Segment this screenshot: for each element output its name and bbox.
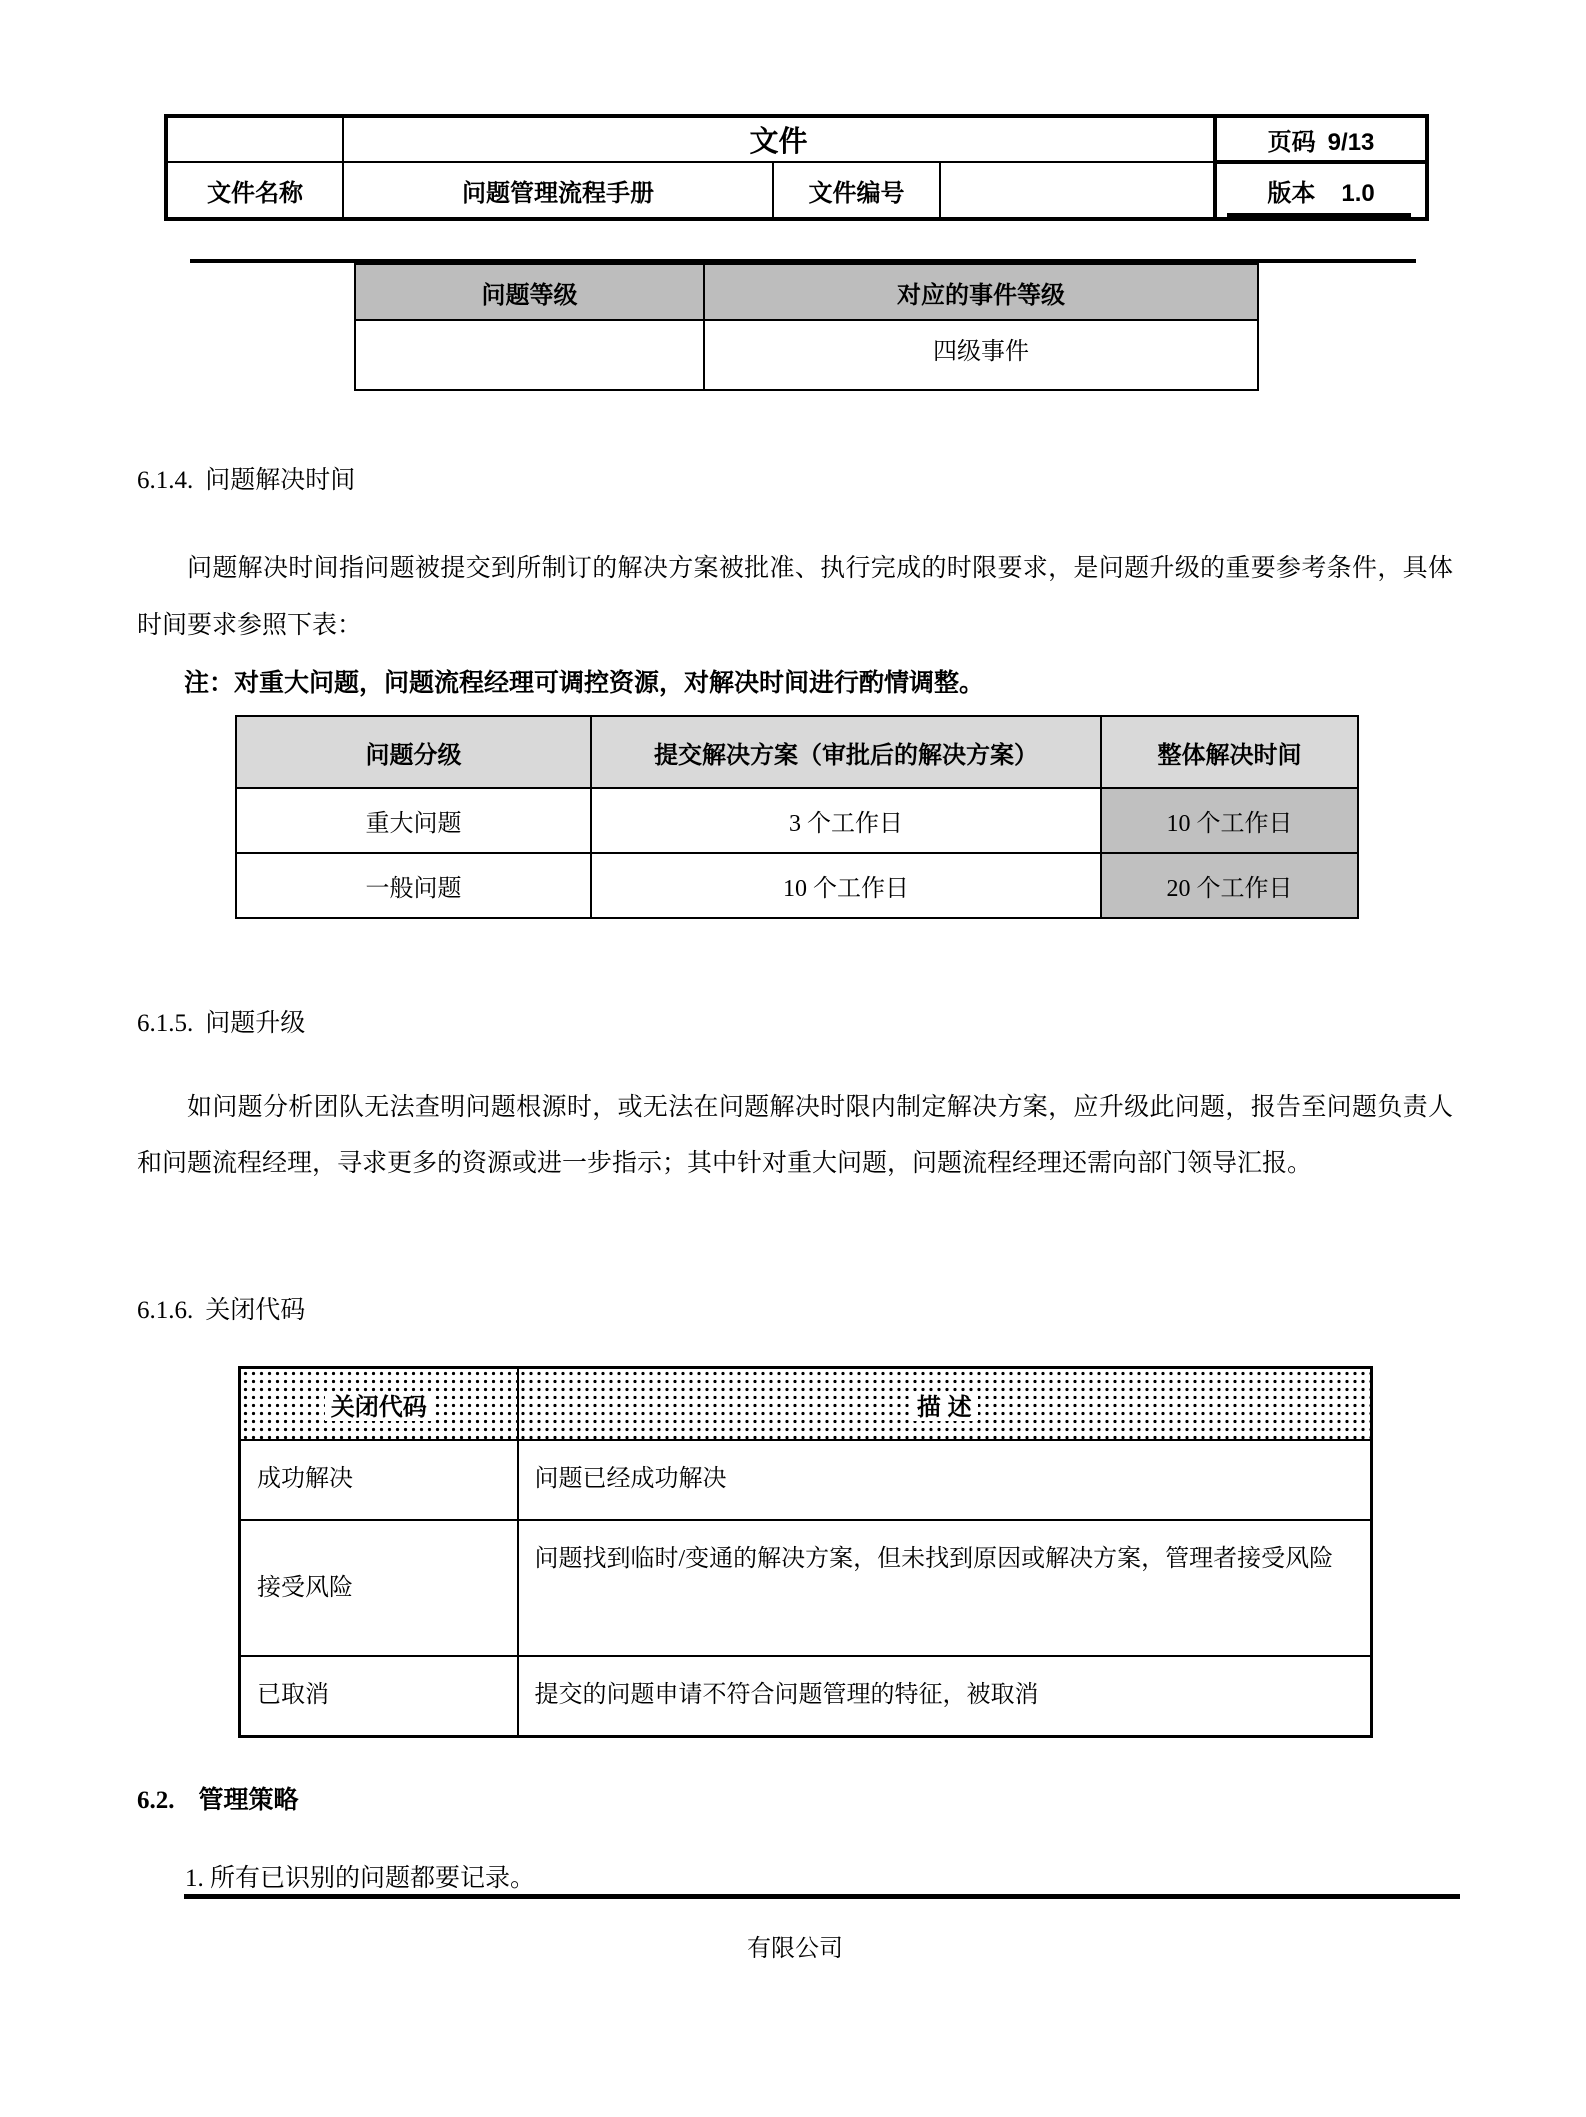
bottom-rule <box>184 1894 1460 1899</box>
section-614-title: 问题解决时间 <box>205 467 356 494</box>
solution-header-overall: 整体解决时间 <box>1101 716 1358 788</box>
document-type-title: 文件 <box>343 116 1215 162</box>
doc-name-value: 问题管理流程手册 <box>343 162 773 219</box>
doc-name-label: 文件名称 <box>166 162 343 219</box>
resolution-time-table <box>235 715 1359 919</box>
section-615-heading <box>137 1003 305 1039</box>
section-62-number: 6.2. <box>137 1787 175 1814</box>
solution-row1-overall: 10 个工作日 <box>1101 788 1358 853</box>
level-table-cell-event4: 四级事件 <box>704 320 1258 390</box>
section-614-heading <box>137 460 355 496</box>
level-table-header-problem: 问题等级 <box>355 264 704 320</box>
section-62-title: 管理策略 <box>198 1786 299 1814</box>
solution-header-plan: 提交解决方案（审批后的解决方案） <box>591 716 1101 788</box>
table-row <box>240 1440 1372 1520</box>
section-615-paragraph: 如问题分析团队无法查明问题根源时，或无法在问题解决时限内制定解决方案，应升级此问题，报告至问题负责人和问题流程经理，寻求更多的资源或进一步指示；其中针对重大问题，问题流程经理还需向部门领导汇报。 <box>137 1094 1453 1177</box>
closure-header-code <box>240 1368 518 1441</box>
solution-row1-plan: 3 个工作日 <box>591 788 1101 853</box>
doc-number-label: 文件编号 <box>773 162 940 219</box>
version-label: 版本 <box>1267 180 1316 207</box>
table-row <box>240 1520 1372 1656</box>
page-number-value: 9/13 <box>1327 128 1375 156</box>
solution-row2-plan: 10 个工作日 <box>591 853 1101 918</box>
closure-row1-desc: 问题已经成功解决 <box>518 1440 1372 1520</box>
table-row <box>240 1656 1372 1737</box>
closure-code-table <box>238 1366 1373 1738</box>
solution-row2-grade: 一般问题 <box>236 853 591 918</box>
section-614-number: 6.1.4. <box>137 467 194 494</box>
closure-row2-code: 接受风险 <box>240 1520 518 1656</box>
document-header-table <box>164 114 1429 221</box>
doc-number-value <box>940 162 1215 219</box>
policy-list-item-1: 1. 所有已识别的问题都要记录。 <box>185 1865 536 1892</box>
version-cell <box>1215 162 1427 219</box>
level-table-cell-empty <box>355 320 704 390</box>
header-empty-cell <box>166 116 343 162</box>
closure-header-desc <box>518 1368 1372 1441</box>
level-table-header-event: 对应的事件等级 <box>704 264 1258 320</box>
page-number-label: 页码 <box>1267 128 1316 156</box>
closure-row3-desc: 提交的问题申请不符合问题管理的特征，被取消 <box>518 1656 1372 1737</box>
closure-header-code-text: 关闭代码 <box>325 1394 433 1421</box>
section-614-note: 注：对重大问题，问题流程经理可调控资源，对解决时间进行酌情调整。 <box>184 670 985 697</box>
solution-header-grade: 问题分级 <box>236 716 591 788</box>
closure-row2-desc: 问题找到临时/变通的解决方案，但未找到原因或解决方案，管理者接受风险 <box>518 1520 1372 1656</box>
section-616-title: 关闭代码 <box>205 1297 306 1324</box>
version-value: 1.0 <box>1341 180 1375 207</box>
section-62-heading <box>137 1780 299 1816</box>
table-row <box>236 853 1358 918</box>
section-616-heading <box>137 1290 305 1326</box>
closure-header-desc-text: 描 述 <box>911 1394 978 1421</box>
footer-company: 有限公司 <box>747 1936 843 1962</box>
version-underline <box>1227 213 1411 217</box>
solution-row1-grade: 重大问题 <box>236 788 591 853</box>
solution-row2-overall: 20 个工作日 <box>1101 853 1358 918</box>
table-row <box>236 788 1358 853</box>
closure-row3-code: 已取消 <box>240 1656 518 1737</box>
section-616-number: 6.1.6. <box>137 1297 194 1324</box>
section-614-paragraph: 问题解决时间指问题被提交到所制订的解决方案被批准、执行完成的时限要求，是问题升级的重要参考条件，具体时间要求参照下表： <box>137 555 1453 639</box>
page-number-cell <box>1215 116 1427 162</box>
section-615-number: 6.1.5. <box>137 1010 194 1037</box>
section-615-title: 问题升级 <box>205 1010 306 1037</box>
closure-row1-code: 成功解决 <box>240 1440 518 1520</box>
problem-level-table <box>354 263 1259 391</box>
